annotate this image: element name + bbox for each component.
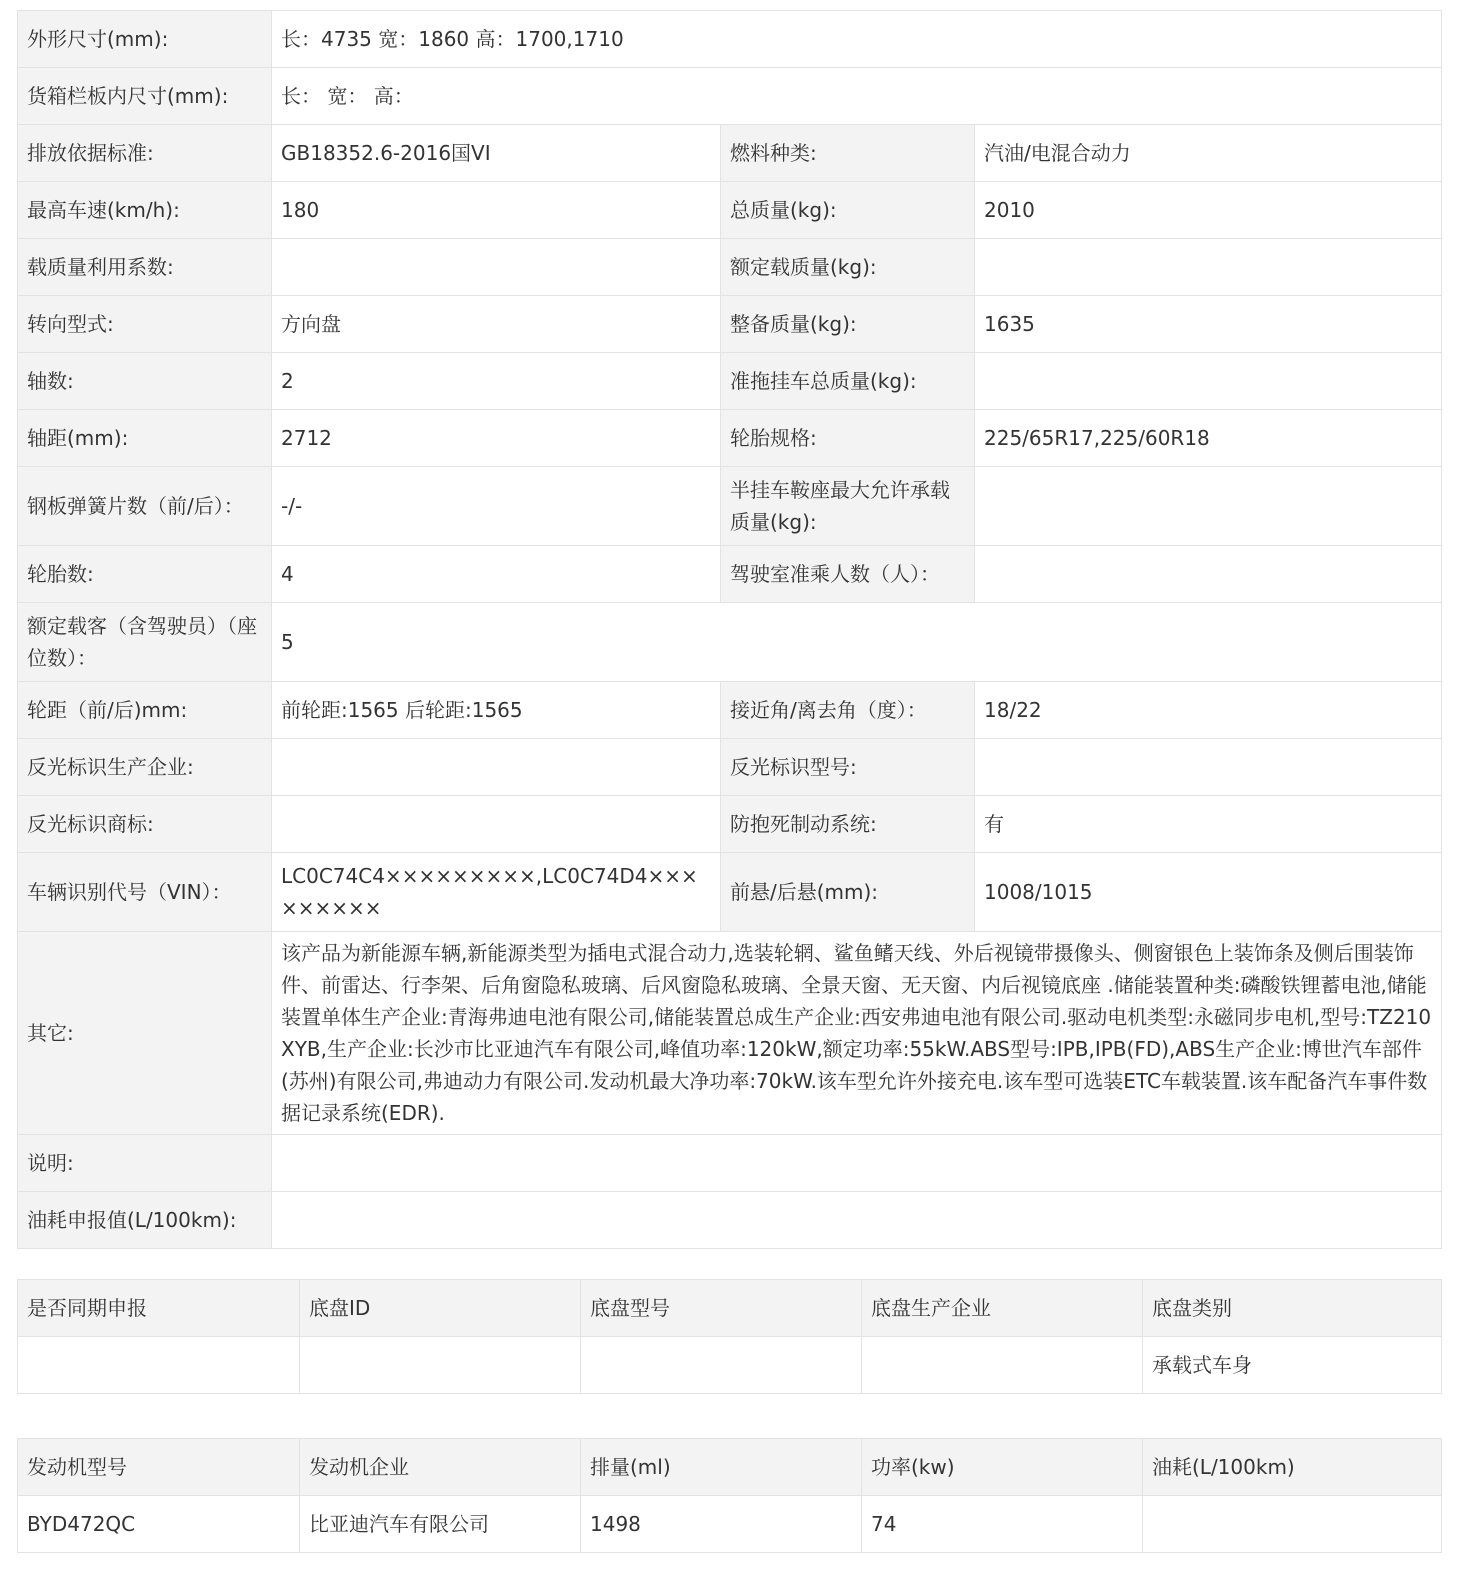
engine-header-cell: 发动机型号 (18, 1439, 300, 1496)
rated-load-value (975, 239, 1442, 296)
spec-row-steering (18, 296, 1442, 353)
chassis-header-cell: 底盘类别 (1143, 1280, 1442, 1337)
other-value: 该产品为新能源车辆,新能源类型为插电式混合动力,选装轮辋、鲨鱼鳍天线、外后视镜带摄像头、侧窗银色上装饰条及侧后围装饰件、前雷达、行李架、后角窗隐私玻璃、后风窗隐私玻璃、全景天窗、无天窗、内后视镜底座 .储能装置种类:磷酸铁锂蓄电池,储能装置单体生产企业:青海弗迪电池有限公司,储能装置总成生产企业:西安弗迪电池有限公司.驱动电机类型:永磁同步电机,型号:TZ210XYB,生产企业:长沙市比亚迪汽车有限公司,峰值功率:120kW,额定功率:55kW.ABS型号:IPB,IPB(FD),ABS生产企业:博世汽车部件(苏州)有限公司,弗迪动力有限公司.发动机最大净功率:70kW.该车型允许外接充电.该车型可选装ETC车载装置.该车配备汽车事件数据记录系统(EDR). (272, 932, 1442, 1135)
spec-row-dimensions (18, 11, 1442, 68)
spec-table (17, 10, 1442, 1249)
axles-value: 2 (272, 353, 721, 410)
spec-row-reflector (18, 739, 1442, 796)
saddle-load-label: 半挂车鞍座最大允许承载质量(kg): (721, 467, 975, 546)
max-speed-value: 180 (272, 182, 721, 239)
track-label: 轮距（前/后)mm: (18, 682, 272, 739)
chassis-header-cell: 底盘型号 (581, 1280, 862, 1337)
steering-label: 转向型式: (18, 296, 272, 353)
chassis-table (17, 1279, 1442, 1394)
engine-table (17, 1438, 1442, 1553)
cargo-box-label: 货箱栏板内尺寸(mm): (18, 68, 272, 125)
note-label: 说明: (18, 1135, 272, 1192)
chassis-cell (862, 1337, 1143, 1394)
spec-row-vin (18, 853, 1442, 932)
spec-row-other (18, 932, 1442, 1135)
trailer-mass-label: 准拖挂车总质量(kg): (721, 353, 975, 410)
cab-seats-label: 驾驶室准乘人数（人）： (721, 546, 975, 603)
angles-value: 18/22 (975, 682, 1442, 739)
load-coeff-label: 载质量利用系数: (18, 239, 272, 296)
abs-value: 有 (975, 796, 1442, 853)
angles-label: 接近角/离去角（度）： (721, 682, 975, 739)
chassis-cell: 承载式车身 (1143, 1337, 1442, 1394)
passengers-value: 5 (272, 603, 1442, 682)
reflector-brand-label: 反光标识商标: (18, 796, 272, 853)
spec-row-wheelbase (18, 410, 1442, 467)
wheelbase-value: 2712 (272, 410, 721, 467)
load-coeff-value (272, 239, 721, 296)
abs-label: 防抱死制动系统: (721, 796, 975, 853)
spec-row-cargo-box (18, 68, 1442, 125)
trailer-mass-value (975, 353, 1442, 410)
leaf-spring-value: -/- (272, 467, 721, 546)
vin-value: LC0C74C4×××××××××,LC0C74D4××××××××× (272, 853, 721, 932)
spec-row-track (18, 682, 1442, 739)
spec-row-emission (18, 125, 1442, 182)
chassis-cell (581, 1337, 862, 1394)
engine-header-cell: 油耗(L/100km) (1143, 1439, 1442, 1496)
chassis-header-row (18, 1280, 1442, 1337)
engine-header-row (18, 1439, 1442, 1496)
dimensions-label: 外形尺寸(mm): (18, 11, 272, 68)
track-value: 前轮距:1565 后轮距:1565 (272, 682, 721, 739)
cab-seats-value (975, 546, 1442, 603)
engine-cell: 74 (862, 1496, 1143, 1553)
total-mass-value: 2010 (975, 182, 1442, 239)
fuel-consumption-label: 油耗申报值(L/100km): (18, 1192, 272, 1249)
emission-value: GB18352.6-2016国VI (272, 125, 721, 182)
curb-mass-label: 整备质量(kg): (721, 296, 975, 353)
tire-spec-value: 225/65R17,225/60R18 (975, 410, 1442, 467)
fuel-type-value: 汽油/电混合动力 (975, 125, 1442, 182)
spec-row-load (18, 239, 1442, 296)
saddle-load-value (975, 467, 1442, 546)
tire-count-label: 轮胎数: (18, 546, 272, 603)
spec-row-tires (18, 546, 1442, 603)
tire-spec-label: 轮胎规格: (721, 410, 975, 467)
overhang-label: 前悬/后悬(mm): (721, 853, 975, 932)
rated-load-label: 额定载质量(kg): (721, 239, 975, 296)
tire-count-value: 4 (272, 546, 721, 603)
reflector-model-label: 反光标识型号: (721, 739, 975, 796)
table-row (18, 1496, 1442, 1553)
engine-cell: BYD472QC (18, 1496, 300, 1553)
chassis-cell (300, 1337, 581, 1394)
chassis-header-cell: 底盘ID (300, 1280, 581, 1337)
reflector-model-value (975, 739, 1442, 796)
fuel-consumption-value (272, 1192, 1442, 1249)
other-label: 其它: (18, 932, 272, 1135)
steering-value: 方向盘 (272, 296, 721, 353)
curb-mass-value: 1635 (975, 296, 1442, 353)
leaf-spring-label: 钢板弹簧片数（前/后）： (18, 467, 272, 546)
max-speed-label: 最高车速(km/h): (18, 182, 272, 239)
spec-row-speed (18, 182, 1442, 239)
chassis-header-cell: 底盘生产企业 (862, 1280, 1143, 1337)
spec-row-leaf-spring (18, 467, 1442, 546)
table-row (18, 1337, 1442, 1394)
engine-cell: 比亚迪汽车有限公司 (300, 1496, 581, 1553)
spec-row-axles (18, 353, 1442, 410)
spec-row-fuel-consumption (18, 1192, 1442, 1249)
chassis-cell (18, 1337, 300, 1394)
wheelbase-label: 轴距(mm): (18, 410, 272, 467)
spec-row-note (18, 1135, 1442, 1192)
axles-label: 轴数: (18, 353, 272, 410)
chassis-header-cell: 是否同期申报 (18, 1280, 300, 1337)
engine-header-cell: 排量(ml) (581, 1439, 862, 1496)
reflector-maker-label: 反光标识生产企业: (18, 739, 272, 796)
engine-header-cell: 功率(kw) (862, 1439, 1143, 1496)
vin-label: 车辆识别代号（VIN）： (18, 853, 272, 932)
spec-row-reflector-brand (18, 796, 1442, 853)
reflector-maker-value (272, 739, 721, 796)
cargo-box-value: 长： 宽： 高： (272, 68, 1442, 125)
emission-label: 排放依据标准: (18, 125, 272, 182)
engine-cell: 1498 (581, 1496, 862, 1553)
engine-header-cell: 发动机企业 (300, 1439, 581, 1496)
spec-row-passengers (18, 603, 1442, 682)
passengers-label: 额定载客（含驾驶员）（座位数）： (18, 603, 272, 682)
reflector-brand-value (272, 796, 721, 853)
engine-cell (1143, 1496, 1442, 1553)
note-value (272, 1135, 1442, 1192)
total-mass-label: 总质量(kg): (721, 182, 975, 239)
fuel-type-label: 燃料种类: (721, 125, 975, 182)
overhang-value: 1008/1015 (975, 853, 1442, 932)
dimensions-value: 长：4735 宽：1860 高：1700,1710 (272, 11, 1442, 68)
